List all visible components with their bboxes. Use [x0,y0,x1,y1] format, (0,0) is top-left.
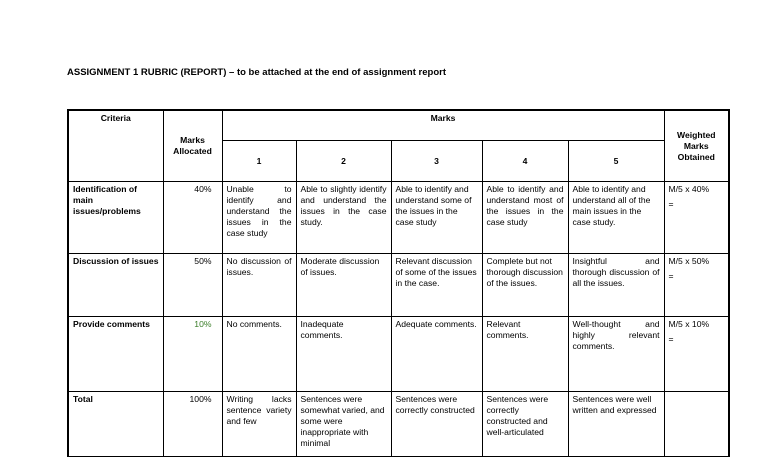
table-row [68,182,729,254]
level-cell: Sentences were well written and expressed [568,392,664,457]
level-cell: Complete but not thorough discussion of the issues. [482,254,568,317]
level-cell: Able to identify and understand all of the main issues in the case study. [568,182,664,254]
weighted-formula: M/5 x 50% [668,256,710,266]
level-cell: Sentences were correctly constructed [391,392,482,457]
level-header-5: 5 [568,141,664,182]
level-cell: Able to slightly identify and understand the issues in the case study. [296,182,391,254]
level-header-1: 1 [222,141,296,182]
weighted-formula: M/5 x 40% [668,184,710,194]
level-cell: Sentences were somewhat varied, and some were inappropriate with minimal [296,392,391,457]
level-cell: Moderate discussion of issues. [296,254,391,317]
level-cell: Unable to identify and understand the issues in the case study [222,182,296,254]
level-cell: Adequate comments. [391,317,482,392]
allocated-cell: 100% [163,392,222,457]
weighted-equals: = [668,199,674,209]
criteria-cell: Total [68,392,163,457]
level-cell: Writing lacks sentence variety and few [222,392,296,457]
level-header-4: 4 [482,141,568,182]
weighted-formula: M/5 x 10% [668,319,710,329]
level-cell: Relevant comments. [482,317,568,392]
allocated-cell: 40% [163,182,222,254]
allocated-cell: 10% [163,317,222,392]
level-cell: Able to identify and understand some of the issues in the case study [391,182,482,254]
weighted-cell [664,254,729,317]
header-marks-allocated: Marks Allocated [163,110,222,182]
criteria-cell: Provide comments [68,317,163,392]
level-cell: Able to identify and understand most of the issues in the case study [482,182,568,254]
header-criteria: Criteria [68,110,163,182]
level-cell: No discussion of issues. [222,254,296,317]
rubric-table [67,109,730,457]
table-row [68,392,729,457]
weighted-equals: = [668,334,674,344]
weighted-cell [664,392,729,457]
level-cell: Inadequate comments. [296,317,391,392]
level-header-2: 2 [296,141,391,182]
weighted-cell [664,182,729,254]
table-row [68,317,729,392]
header-weighted-marks: Weighted Marks Obtained [664,110,729,182]
level-cell: Relevant discussion of some of the issues in the case. [391,254,482,317]
table-row [68,254,729,317]
header-marks: Marks [222,110,664,141]
level-cell: No comments. [222,317,296,392]
weighted-equals: = [668,271,674,281]
allocated-cell: 50% [163,254,222,317]
criteria-cell: Identification of main issues/problems [68,182,163,254]
level-cell: Well-thought and highly relevant comments. [568,317,664,392]
level-cell: Sentences were correctly constructed and well-articulated [482,392,568,457]
level-cell: Insightful and thorough discussion of all the issues. [568,254,664,317]
document-title: ASSIGNMENT 1 RUBRIC (REPORT) – to be attached at the end of assignment report [67,67,446,78]
criteria-cell: Discussion of issues [68,254,163,317]
level-header-3: 3 [391,141,482,182]
weighted-cell [664,317,729,392]
